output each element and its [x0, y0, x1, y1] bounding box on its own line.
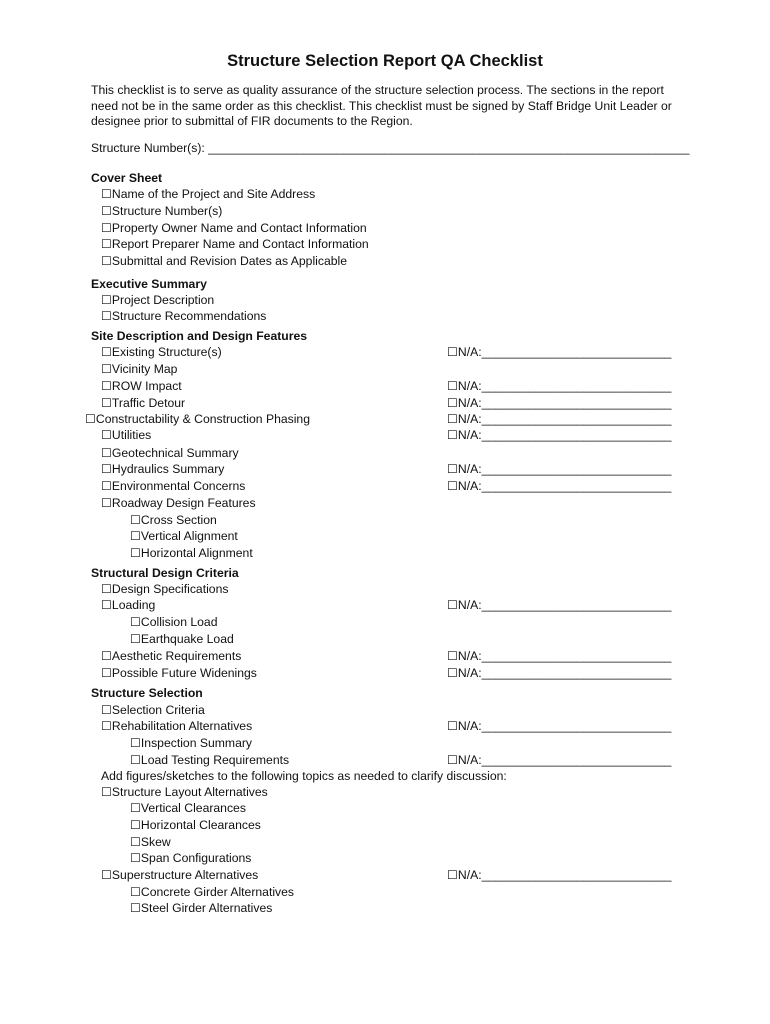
- checklist-item[interactable]: ☐Loading: [101, 598, 156, 612]
- checklist-item[interactable]: ☐Traffic Detour: [101, 396, 186, 410]
- checklist-item[interactable]: ☐Environmental Concerns: [101, 479, 246, 493]
- structural-design-heading: Structural Design Criteria: [91, 566, 239, 580]
- checklist-subitem[interactable]: ☐Horizontal Alignment: [130, 546, 253, 560]
- checklist-subitem[interactable]: ☐Horizontal Clearances: [130, 818, 261, 832]
- na-field[interactable]: ☐N/A:____________________________: [447, 719, 672, 733]
- checklist-item[interactable]: ☐Project Description: [101, 293, 215, 307]
- checklist-item[interactable]: ☐Submittal and Revision Dates as Applicable: [101, 254, 348, 268]
- na-field[interactable]: ☐N/A:____________________________: [447, 345, 672, 359]
- checklist-subitem[interactable]: ☐Load Testing Requirements: [130, 753, 290, 767]
- na-field[interactable]: ☐N/A:____________________________: [447, 396, 672, 410]
- checklist-item[interactable]: ☐Design Specifications: [101, 582, 229, 596]
- site-description-heading: Site Description and Design Features: [91, 329, 308, 343]
- checklist-item[interactable]: ☐Property Owner Name and Contact Information: [101, 221, 367, 235]
- checklist-item[interactable]: ☐Existing Structure(s): [101, 345, 222, 359]
- figures-note: Add figures/sketches to the following topics as needed to clarify discussion:: [101, 769, 507, 783]
- na-field[interactable]: ☐N/A:____________________________: [447, 868, 672, 882]
- checklist-item[interactable]: ☐Report Preparer Name and Contact Information: [101, 237, 369, 251]
- na-field[interactable]: ☐N/A:____________________________: [447, 649, 672, 663]
- checklist-item[interactable]: ☐Geotechnical Summary: [101, 446, 239, 460]
- checklist-item[interactable]: ☐ROW Impact: [101, 379, 182, 393]
- checklist-subitem[interactable]: ☐Vertical Alignment: [130, 529, 238, 543]
- checklist-item[interactable]: ☐Utilities: [101, 428, 152, 442]
- na-field[interactable]: ☐N/A:____________________________: [447, 598, 672, 612]
- cover-sheet-heading: Cover Sheet: [91, 171, 163, 185]
- checklist-subitem[interactable]: ☐Earthquake Load: [130, 632, 234, 646]
- checklist-item[interactable]: ☐Name of the Project and Site Address: [101, 187, 316, 201]
- structure-number-field[interactable]: Structure Number(s): _______________________________________________________________________: [91, 141, 690, 155]
- checklist-item[interactable]: ☐Aesthetic Requirements: [101, 649, 242, 663]
- structure-selection-heading: Structure Selection: [91, 686, 203, 700]
- checklist-item[interactable]: ☐Vicinity Map: [101, 362, 178, 376]
- checklist-subitem[interactable]: ☐Vertical Clearances: [130, 801, 246, 815]
- checklist-subitem[interactable]: ☐Span Configurations: [130, 851, 252, 865]
- checklist-item[interactable]: ☐Constructability & Construction Phasing: [85, 412, 310, 426]
- executive-summary-heading: Executive Summary: [91, 277, 207, 291]
- intro-paragraph: This checklist is to serve as quality assurance of the structure selection process. The sections in the report need not be in the same order as this checklist. This checklist must be signed by Staff Bridge Unit Leader or designee prior to submittal of FIR documents to the Region.: [91, 83, 672, 128]
- checklist-item[interactable]: ☐Possible Future Widenings: [101, 666, 257, 680]
- checklist-subitem[interactable]: ☐Cross Section: [130, 513, 217, 527]
- na-field[interactable]: ☐N/A:____________________________: [447, 666, 672, 680]
- checklist-subitem[interactable]: ☐Skew: [130, 835, 171, 849]
- na-field[interactable]: ☐N/A:____________________________: [447, 412, 672, 426]
- checklist-subitem[interactable]: ☐Concrete Girder Alternatives: [130, 885, 295, 899]
- checklist-item[interactable]: ☐Roadway Design Features: [101, 496, 256, 510]
- na-field[interactable]: ☐N/A:____________________________: [447, 379, 672, 393]
- document-title: Structure Selection Report QA Checklist: [227, 52, 543, 70]
- na-field[interactable]: ☐N/A:____________________________: [447, 479, 672, 493]
- na-field[interactable]: ☐N/A:____________________________: [447, 462, 672, 476]
- checklist-item[interactable]: ☐Selection Criteria: [101, 703, 205, 717]
- checklist-subitem[interactable]: ☐Collision Load: [130, 615, 218, 629]
- checklist-subitem[interactable]: ☐Steel Girder Alternatives: [130, 901, 273, 915]
- checklist-item[interactable]: ☐Structure Number(s): [101, 204, 223, 218]
- checklist-item[interactable]: ☐Structure Layout Alternatives: [101, 785, 268, 799]
- checklist-item[interactable]: ☐Rehabilitation Alternatives: [101, 719, 253, 733]
- na-field[interactable]: ☐N/A:____________________________: [447, 428, 672, 442]
- na-field[interactable]: ☐N/A:____________________________: [447, 753, 672, 767]
- checklist-item[interactable]: ☐Structure Recommendations: [101, 309, 267, 323]
- checklist-item[interactable]: ☐Hydraulics Summary: [101, 462, 225, 476]
- checklist-item[interactable]: ☐Superstructure Alternatives: [101, 868, 259, 882]
- checklist-subitem[interactable]: ☐Inspection Summary: [130, 736, 253, 750]
